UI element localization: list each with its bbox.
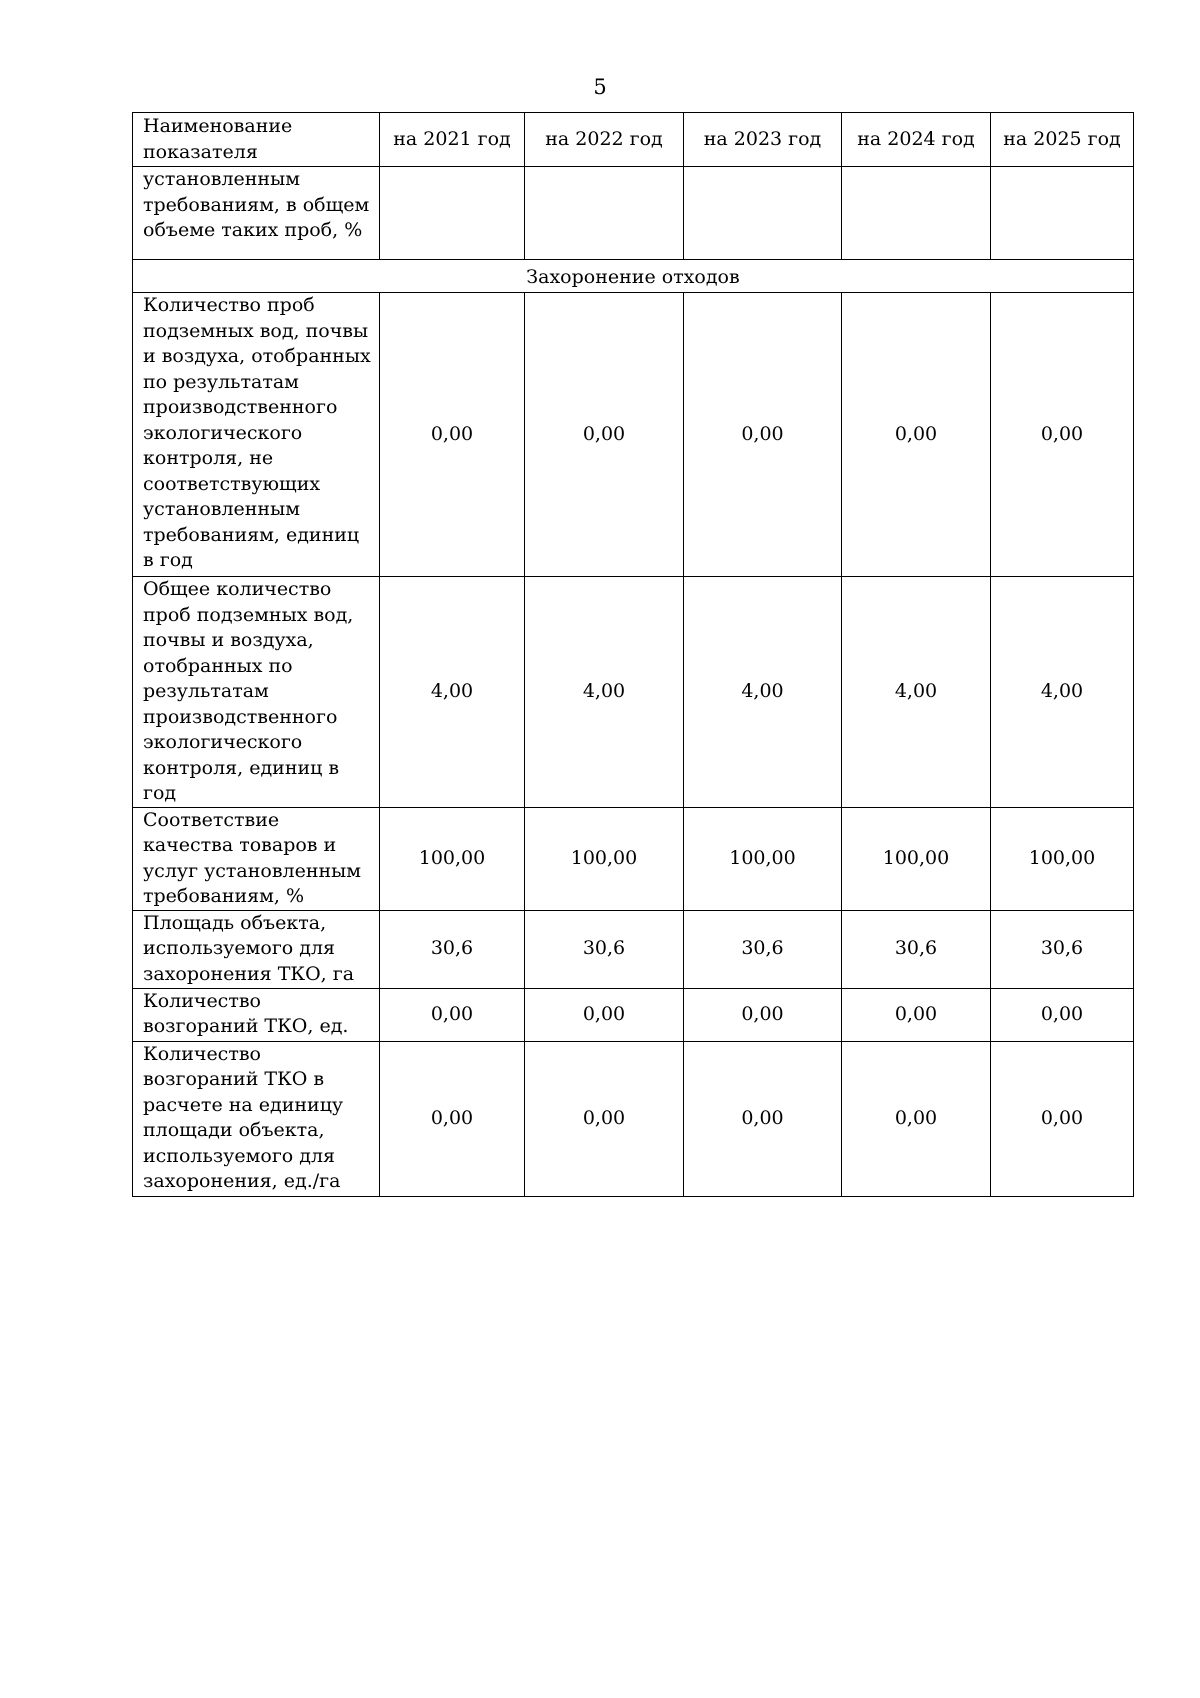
cell-value: 30,6 bbox=[380, 910, 525, 988]
cell-value: 100,00 bbox=[991, 807, 1134, 910]
cell-value bbox=[842, 167, 991, 260]
cell-value bbox=[684, 167, 842, 260]
header-year-2021: на 2021 год bbox=[380, 113, 525, 167]
indicators-table bbox=[132, 112, 1134, 1197]
cell-value: 30,6 bbox=[842, 910, 991, 988]
cell-value: 4,00 bbox=[991, 577, 1134, 808]
cell-value: 30,6 bbox=[991, 910, 1134, 988]
row-name: Количество возгораний ТКО в расчете на единицу площади объекта, используемого для захоронения, ед./га bbox=[133, 1041, 380, 1196]
cell-value: 0,00 bbox=[991, 988, 1134, 1041]
header-year-2025: на 2025 год bbox=[991, 113, 1134, 167]
cell-value: 0,00 bbox=[380, 988, 525, 1041]
cell-value: 0,00 bbox=[842, 988, 991, 1041]
row-name: Общее количество проб подземных вод, почвы и воздуха, отобранных по результатам производственного экологического контроля, единиц в год bbox=[133, 577, 380, 808]
cell-value: 30,6 bbox=[525, 910, 684, 988]
cell-value: 100,00 bbox=[525, 807, 684, 910]
table-row-continuation bbox=[133, 167, 1134, 260]
cell-value: 0,00 bbox=[525, 1041, 684, 1196]
cell-value: 0,00 bbox=[842, 293, 991, 577]
cell-value: 0,00 bbox=[380, 1041, 525, 1196]
cell-value: 4,00 bbox=[842, 577, 991, 808]
table-header-row bbox=[133, 113, 1134, 167]
row-name: Площадь объекта, используемого для захоронения ТКО, га bbox=[133, 910, 380, 988]
page-number: 5 bbox=[593, 75, 607, 99]
table-row bbox=[133, 910, 1134, 988]
cell-value: 0,00 bbox=[525, 988, 684, 1041]
table-row bbox=[133, 1041, 1134, 1196]
cell-value: 100,00 bbox=[684, 807, 842, 910]
cell-value: 0,00 bbox=[991, 293, 1134, 577]
table-row bbox=[133, 577, 1134, 808]
row-name: Количество возгораний ТКО, ед. bbox=[133, 988, 380, 1041]
row-name: Количество проб подземных вод, почвы и воздуха, отобранных по результатам производственного экологического контроля, не соответствующих установленным требованиям, единиц в год bbox=[133, 293, 380, 577]
cell-value: 4,00 bbox=[525, 577, 684, 808]
cell-value: 0,00 bbox=[380, 293, 525, 577]
cell-value: 0,00 bbox=[684, 293, 842, 577]
cell-value: 100,00 bbox=[380, 807, 525, 910]
cell-value: 30,6 bbox=[684, 910, 842, 988]
cell-value: 0,00 bbox=[842, 1041, 991, 1196]
table-row bbox=[133, 293, 1134, 577]
cell-value: 0,00 bbox=[684, 988, 842, 1041]
cell-value: 0,00 bbox=[525, 293, 684, 577]
cell-value: 100,00 bbox=[842, 807, 991, 910]
cell-value: 4,00 bbox=[380, 577, 525, 808]
cell-value bbox=[991, 167, 1134, 260]
cell-value: 0,00 bbox=[684, 1041, 842, 1196]
cell-value bbox=[525, 167, 684, 260]
header-year-2024: на 2024 год bbox=[842, 113, 991, 167]
section-title-row bbox=[133, 260, 1134, 293]
header-year-2023: на 2023 год bbox=[684, 113, 842, 167]
cell-value bbox=[380, 167, 525, 260]
table-row bbox=[133, 988, 1134, 1041]
cell-value: 4,00 bbox=[684, 577, 842, 808]
row-name: Соответствие качества товаров и услуг установленным требованиям, % bbox=[133, 807, 380, 910]
section-title: Захоронение отходов bbox=[133, 260, 1134, 293]
table-row bbox=[133, 807, 1134, 910]
header-year-2022: на 2022 год bbox=[525, 113, 684, 167]
cell-value: 0,00 bbox=[991, 1041, 1134, 1196]
row-name-continuation: установленным требованиям, в общем объеме таких проб, % bbox=[133, 167, 380, 260]
header-indicator-name: Наименование показателя bbox=[133, 113, 380, 167]
